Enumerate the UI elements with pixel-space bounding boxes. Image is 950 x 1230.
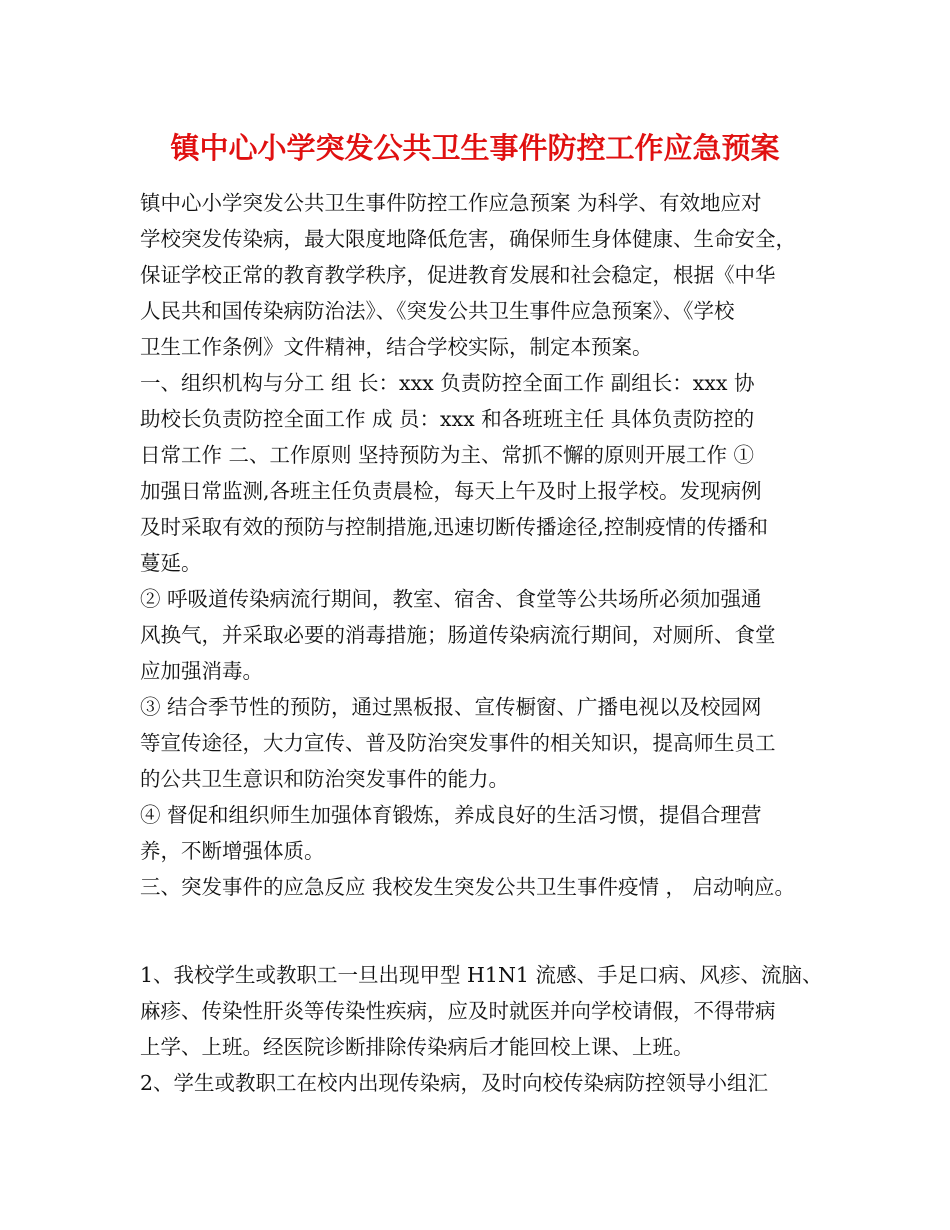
- paragraph-line: 养，不断增强体质。: [140, 839, 325, 863]
- paragraph-line: ④ 督促和组织师生加强体育锻炼，养成良好的生活习惯，提倡合理营: [140, 803, 762, 827]
- paragraph-line: 1、我校学生或教职工一旦出现甲型 H1N1 流感、手足口病、风疹、流脑、: [140, 963, 823, 987]
- document-body-part1: [140, 185, 840, 905]
- paragraph-line: ③ 结合季节性的预防，通过黑板报、宣传橱窗、广播电视以及校园网: [140, 695, 762, 719]
- paragraph-line: 助校长负责防控全面工作 成 员：xxx 和各班班主任 具体负责防控的: [140, 407, 755, 431]
- paragraph-line: 日常工作 二、工作原则 坚持预防为主、常抓不懈的原则开展工作 ①: [140, 443, 755, 467]
- paragraph-line: 的公共卫生意识和防治突发事件的能力。: [140, 767, 509, 791]
- paragraph-line: 蔓延。: [140, 551, 202, 575]
- paragraph-line: 镇中心小学突发公共卫生事件防控工作应急预案 为科学、有效地应对: [140, 191, 762, 215]
- paragraph-line: 加强日常监测,各班主任负责晨检，每天上午及时上报学校。发现病例: [140, 479, 762, 503]
- paragraph-line: 风换气，并采取必要的消毒措施；肠道传染病流行期间，对厕所、食堂: [140, 623, 776, 647]
- document-title: 镇中心小学突发公共卫生事件防控工作应急预案: [170, 131, 780, 165]
- document-body-part2: [140, 957, 840, 1101]
- paragraph-line: 及时采取有效的预防与控制措施,迅速切断传播途径,控制疫情的传播和: [140, 515, 769, 539]
- paragraph-line: 上学、上班。经医院诊断排除传染病后才能回校上课、上班。: [140, 1035, 694, 1059]
- paragraph-line: 卫生工作条例》文件精神，结合学校实际，制定本预案。: [140, 335, 653, 359]
- paragraph-line: 三、突发事件的应急反应 我校发生突发公共卫生事件疫情 ， 启动响应。: [140, 875, 796, 899]
- paragraph-line: 一、组织机构与分工 组 长：xxx 负责防控全面工作 副组长：xxx 协: [140, 371, 755, 395]
- paragraph-line: 保证学校正常的教育教学秩序，促进教育发展和社会稳定，根据《中华: [140, 263, 776, 287]
- paragraph-line: 学校突发传染病，最大限度地降低危害，确保师生身体健康、生命安全，: [140, 227, 796, 251]
- paragraph-line: 2、学生或教职工在校内出现传染病，及时向校传染病防控领导小组汇: [140, 1071, 769, 1095]
- paragraph-line: 麻疹、传染性肝炎等传染性疾病，应及时就医并向学校请假，不得带病: [140, 999, 776, 1023]
- paragraph-line: 等宣传途径，大力宣传、普及防治突发事件的相关知识，提高师生员工: [140, 731, 776, 755]
- paragraph-line: 应加强消毒。: [140, 659, 263, 683]
- paragraph-line: 人民共和国传染病防治法》、《突发公共卫生事件应急预案》、《学校: [140, 299, 735, 323]
- paragraph-line: ② 呼吸道传染病流行期间，教室、宿舍、食堂等公共场所必须加强通: [140, 587, 762, 611]
